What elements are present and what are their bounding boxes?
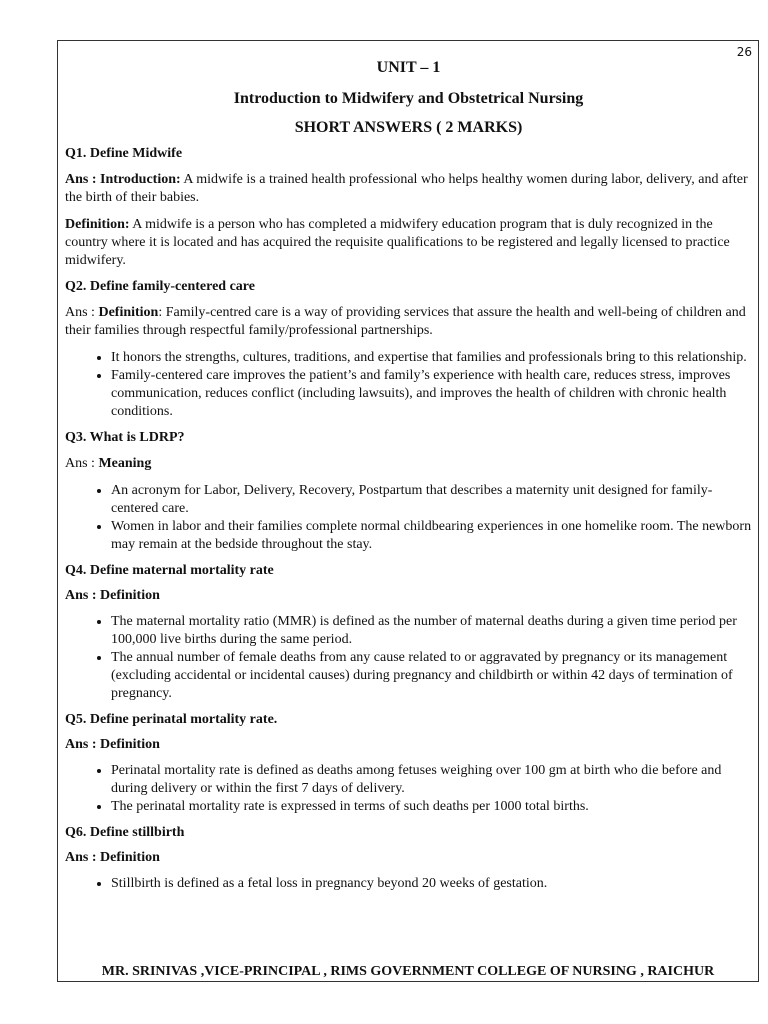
list-item: • An acronym for Labor, Delivery, Recovery, Postpartum that describes a maternity unit designed for family-centered care. bbox=[111, 482, 752, 518]
q4-bullet-list bbox=[65, 613, 752, 703]
question-6: Q6. Define stillbirth bbox=[65, 825, 185, 840]
q3-answer-label bbox=[65, 455, 752, 473]
q3-bullet-list bbox=[65, 482, 752, 554]
unit-heading: UNIT – 1 bbox=[376, 59, 441, 76]
list-item: • The annual number of female deaths from any cause related to or aggravated by pregnancy or its management (excluding accidental or incidental causes) during pregnancy and childbirth or within 42 days of termination of pregnancy. bbox=[111, 649, 752, 703]
list-item: • Family-centered care improves the patient’s and family’s experience with health care, reduces stress, improves communication, reduces conflict (including lawsuits), and improves the health of children with chronic health conditions. bbox=[111, 367, 752, 421]
list-item: • Perinatal mortality rate is defined as deaths among fetuses weighing over 100 gm at birth who die before and during delivery or within the first 7 days of delivery. bbox=[111, 762, 752, 798]
q6-bullet-list bbox=[65, 875, 752, 893]
q2-def-label: Definition bbox=[98, 305, 159, 320]
q1-introduction bbox=[65, 171, 752, 207]
q2-definition bbox=[65, 304, 752, 340]
q1-def-label: Definition: bbox=[65, 217, 130, 232]
question-5: Q5. Define perinatal mortality rate. bbox=[65, 712, 278, 727]
list-item: • The perinatal mortality rate is expressed in terms of such deaths per 1000 total births. bbox=[111, 798, 752, 816]
q1-ans-prefix: Ans : bbox=[65, 172, 101, 187]
page-footer: MR. SRINIVAS ,VICE-PRINCIPAL , RIMS GOVERNMENT COLLEGE OF NURSING , RAICHUR bbox=[101, 964, 715, 979]
list-item: • The maternal mortality ratio (MMR) is defined as the number of maternal deaths during a given time period per 100,000 live births during the same period. bbox=[111, 613, 752, 649]
list-item: • Women in labor and their families complete normal childbearing experiences in one homelike room. The newborn may remain at the bedside throughout the stay. bbox=[111, 518, 752, 554]
q1-intro-text: A midwife is a trained health professional who helps healthy women during labor, delivery, and after the birth of their babies. bbox=[65, 172, 748, 205]
q1-definition bbox=[65, 216, 752, 270]
list-item: • Stillbirth is defined as a fetal loss in pregnancy beyond 20 weeks of gestation. bbox=[111, 875, 752, 893]
section-subtitle: SHORT ANSWERS ( 2 MARKS) bbox=[294, 119, 523, 136]
q5-bullet-list bbox=[65, 762, 752, 816]
page-number: 26 bbox=[736, 45, 752, 59]
question-4: Q4. Define maternal mortality rate bbox=[65, 563, 274, 578]
q1-def-text: A midwife is a person who has completed a midwifery education program that is duly recognized in the country where it is located and has acquired the requisite qualifications to be registered and legally licensed to practice midwifery. bbox=[65, 217, 730, 268]
q3-meaning-label: Meaning bbox=[98, 456, 152, 471]
q2-ans-prefix: Ans : bbox=[65, 305, 99, 320]
list-item: • It honors the strengths, cultures, traditions, and expertise that families and professionals bring to this relationship. bbox=[111, 349, 752, 367]
q1-intro-label: Introduction: bbox=[100, 172, 181, 187]
q3-ans-prefix: Ans : bbox=[65, 456, 99, 471]
question-2: Q2. Define family-centered care bbox=[65, 279, 255, 294]
question-3: Q3. What is LDRP? bbox=[65, 430, 185, 445]
q5-answer-label: Ans : Definition bbox=[65, 737, 160, 752]
page-title: Introduction to Midwifery and Obstetrical Nursing bbox=[233, 90, 584, 107]
q2-bullet-list bbox=[65, 349, 752, 421]
page-content bbox=[65, 59, 752, 902]
page-frame bbox=[57, 40, 759, 982]
question-1: Q1. Define Midwife bbox=[65, 146, 183, 161]
q4-answer-label: Ans : Definition bbox=[65, 588, 160, 603]
q2-def-text: : Family-centred care is a way of providing services that assure the health and well-being of children and their families through respectful family/professional partnerships. bbox=[65, 305, 746, 338]
q6-answer-label: Ans : Definition bbox=[65, 850, 160, 865]
